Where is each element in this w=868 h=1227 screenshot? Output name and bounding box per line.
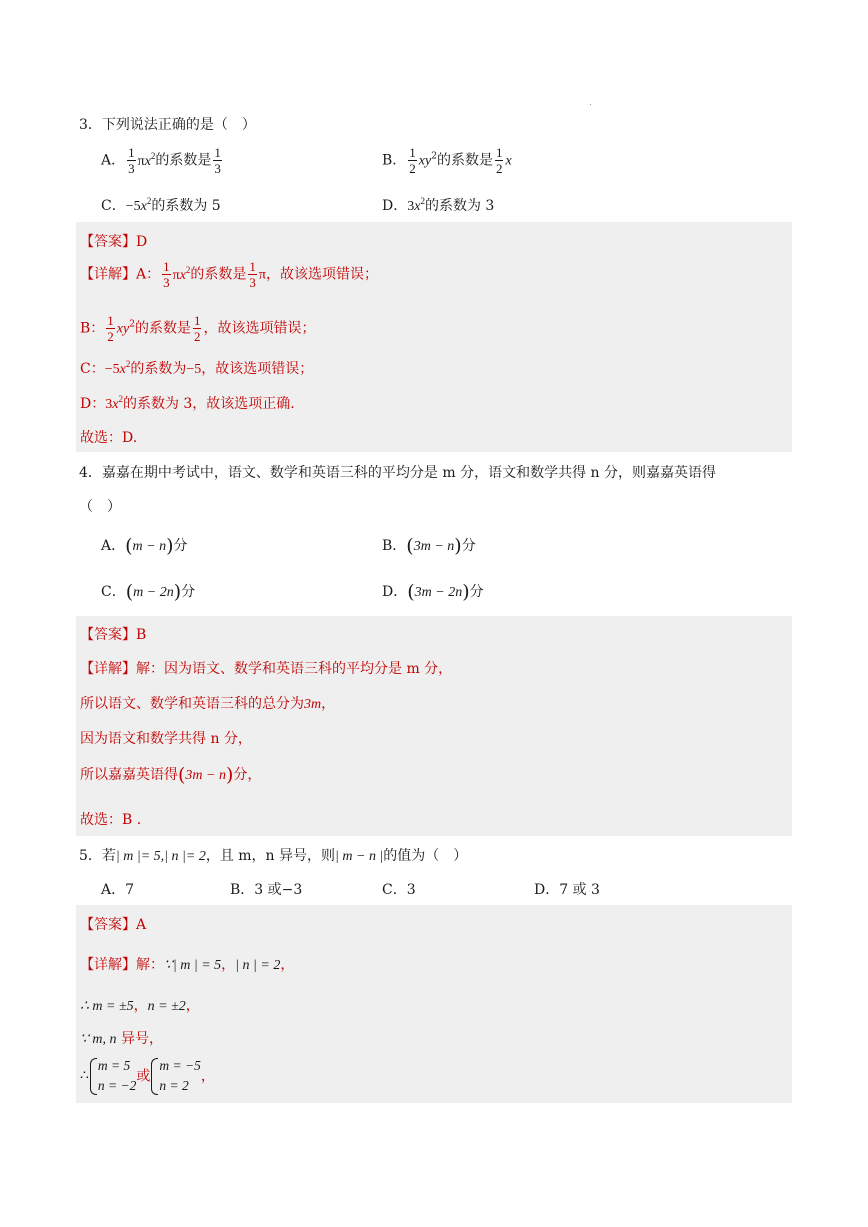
fraction-one-third: $\frac{1}{3}$: [128, 145, 135, 176]
q3-option-d: D．$3x^2$的系数为 3: [382, 196, 495, 214]
option-label: B．: [382, 152, 407, 169]
fraction-one-half: $\frac{1}{2}$: [495, 145, 503, 176]
explanation-line: 所以语文、数学和英语三科的总分为3m，: [80, 696, 336, 712]
q3-stem: 3．下列说法正确的是（ ）: [79, 117, 256, 133]
q3-option-b: B． $\frac{1}{2}$ $xy^2$的系数是 $\frac{1}{2}$ x: [382, 145, 512, 176]
q3-answer-box: [76, 222, 792, 452]
explanation-line: 【详解】解：∵| m | = 5，| n | = 2，: [80, 957, 295, 973]
explanation-line: ∵ m, n 异号，: [80, 1031, 163, 1047]
q4-option-d: D．(3m − 2n)分: [382, 581, 484, 603]
answer-label: 【答案】D: [80, 234, 148, 250]
fraction-one-half: $\frac{1}{2}$: [409, 145, 416, 176]
explanation-line: C：$-5x^2$的系数为−5，故该选项错误；: [80, 359, 314, 377]
explanation-line: ∴ m = 5 n = −2 或 m = −5 n = 2 ，: [80, 1056, 215, 1097]
answer-label: 【答案】A: [80, 917, 147, 933]
explanation-line: ∴ m = ±5，n = ±2，: [80, 998, 200, 1014]
q4-stem-line2: （ ）: [79, 499, 121, 515]
explanation-line: 所以嘉嘉英语得(3m − n)分，: [80, 764, 262, 786]
explanation-line: D：$3x^2$的系数为 3，故该选项正确.: [80, 394, 295, 412]
q4-stem-line1: 4．嘉嘉在期中考试中，语文、数学和英语三科的平均分是 m 分，语文和数学共得 n 分，则嘉嘉英语得: [79, 465, 716, 481]
q4-option-a: A．(m − n)分: [101, 535, 188, 557]
q4-option-b: B．(3m − n)分: [382, 535, 476, 557]
explanation-line: 因为语文和数学共得 n 分，: [80, 731, 252, 747]
equation-system: m = −5 n = 2: [150, 1056, 200, 1097]
answer-label: 【答案】B: [80, 627, 147, 643]
q3-option-c: C．$-5x^2$的系数为 5: [101, 196, 221, 214]
q5-option-b: B．3 或−3: [230, 882, 303, 898]
equation-system: m = 5 n = −2: [89, 1056, 136, 1097]
q5-option-a: A．7: [101, 882, 135, 898]
explanation-line: 【详解】A： $\frac{1}{3}$ $\pi x^2$的系数是 $\frac{1}{3}$ π，故该选项错误；: [80, 259, 378, 290]
explanation-line: 【详解】解：因为语文、数学和英语三科的平均分是 m 分，: [80, 661, 453, 677]
q4-option-c: C．(m − 2n)分: [101, 581, 196, 603]
q3-option-a: A． $\frac{1}{3}$ $\pi x^2$的系数是 $\frac{1}{3}$: [101, 145, 221, 176]
q4-answer-box: [76, 616, 792, 836]
page-speck: [590, 104, 591, 105]
q5-answer-box: [76, 905, 792, 1103]
fraction-one-third: $\frac{1}{3}$: [214, 145, 221, 176]
option-label: A．: [101, 152, 126, 169]
explanation-line: B： $\frac{1}{2}$ $xy^2$的系数是 $\frac{1}{2}$ ，故该选项错误；: [80, 313, 316, 344]
explanation-line: 故选：B .: [80, 812, 142, 828]
q5-option-c: C．3: [382, 882, 416, 898]
q5-stem: 5．若| m |= 5,| n |= 2，且 m，n 异号，则| m − n |的值为（ ）: [79, 848, 468, 864]
explanation-line: 故选：D.: [80, 430, 138, 446]
q5-option-d: D．7 或 3: [534, 882, 600, 898]
